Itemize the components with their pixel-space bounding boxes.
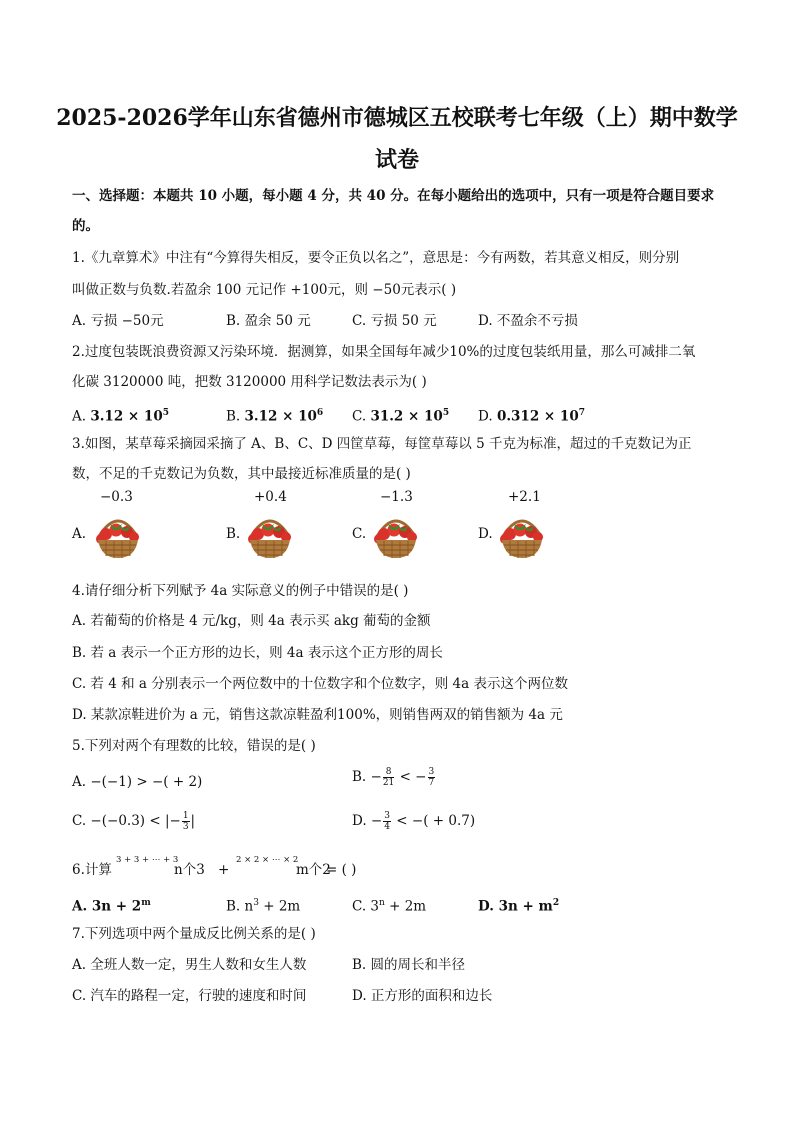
q6-term-2: m个2 bbox=[296, 862, 331, 878]
q5-option-b: B. − $\frac{8}{21}$ < − $\frac{3}{7}$ bbox=[352, 767, 435, 788]
exam-title-line1: 2025-2026学年山东省德州市德城区五校联考七年级（上）期中数学 bbox=[56, 105, 738, 131]
q6-option-a: A. $3n + 2^m$ bbox=[72, 898, 151, 915]
strawberry-basket-icon bbox=[90, 508, 146, 564]
q2-option-a: A. $3.12 \times 10^5$ bbox=[72, 408, 169, 425]
q4-option-a: A. 若葡萄的价格是 4 元/kg，则 4a 表示买 akg 葡萄的金额 bbox=[72, 613, 431, 629]
q6-option-c: C. $3^n + 2m$ bbox=[352, 898, 427, 915]
basket-d-letter: D. bbox=[478, 526, 493, 542]
basket-a-letter: A. bbox=[72, 526, 87, 542]
strawberry-basket-icon bbox=[494, 508, 550, 564]
q6-over-brace-2: 2 × 2 × ⋯ × 2 bbox=[236, 855, 299, 865]
q5-option-c: C. −(−0.3) < |− $\frac{1}{3}$ | bbox=[72, 811, 196, 832]
question-1-line2: 叫做正数与负数.若盈余 100 元记作 +100元，则 −50元表示( ) bbox=[72, 282, 457, 298]
q7-option-d: D. 正方形的面积和边长 bbox=[352, 988, 493, 1004]
question-2-line2: 化碳 3120000 吨，把数 3120000 用科学记数法表示为( ) bbox=[72, 374, 427, 390]
q6-option-b: B. $n^3 + 2m$ bbox=[226, 898, 301, 915]
q5-option-a: A. −(−1) > −( + 2) bbox=[72, 774, 203, 790]
q5-option-d: D. − $\frac{3}{4}$ < −( + 0.7) bbox=[352, 811, 476, 832]
section-heading-cont: 的。 bbox=[72, 218, 99, 234]
question-3-line2: 数，不足的千克数记为负数，其中最接近标准质量的是( ) bbox=[72, 466, 411, 482]
q1-option-c: C. 亏损 50 元 bbox=[352, 313, 437, 329]
q6-option-d: D. $3n + m^2$ bbox=[478, 898, 560, 915]
question-4-stem: 4.请仔细分析下列赋予 4a 实际意义的例子中错误的是( ) bbox=[72, 583, 409, 599]
basket-c-letter: C. bbox=[352, 526, 367, 542]
q6-term-1: n个3 bbox=[174, 862, 205, 878]
basket-d-label: +2.1 bbox=[508, 489, 541, 505]
q2-option-d: D. $0.312 \times 10^7$ bbox=[478, 408, 585, 425]
q7-option-c: C. 汽车的路程一定，行驶的速度和时间 bbox=[72, 988, 307, 1004]
basket-c-label: −1.3 bbox=[380, 489, 413, 505]
basket-b-letter: B. bbox=[226, 526, 241, 542]
q4-option-d: D. 某款凉鞋进价为 a 元，销售这款凉鞋盈利100%，则销售两双的销售额为 4a 元 bbox=[72, 707, 563, 723]
q1-option-a: A. 亏损 −50元 bbox=[72, 313, 164, 329]
q6-plus: + bbox=[218, 862, 230, 878]
q4-option-c: C. 若 4 和 a 分别表示一个两位数中的十位数字和个位数字，则 4a 表示这个两位数 bbox=[72, 676, 568, 692]
q7-option-a: A. 全班人数一定，男生人数和女生人数 bbox=[72, 957, 307, 973]
question-7-stem: 7.下列选项中两个量成反比例关系的是( ) bbox=[72, 926, 316, 942]
q6-over-brace-1: 3 + 3 + ⋯ + 3 bbox=[116, 855, 179, 865]
exam-title-line2: 试卷 bbox=[374, 147, 419, 173]
q4-option-b: B. 若 a 表示一个正方形的边长，则 4a 表示这个正方形的周长 bbox=[72, 645, 443, 661]
basket-b-label: +0.4 bbox=[254, 489, 287, 505]
question-3-line1: 3.如图，某草莓采摘园采摘了 A、B、C、D 四筐草莓，每筐草莓以 5 千克为标准，超过的千克数记为正 bbox=[72, 436, 692, 452]
q6-equals: = ( ) bbox=[326, 862, 357, 878]
q1-option-d: D. 不盈余不亏损 bbox=[478, 313, 578, 329]
strawberry-basket-icon bbox=[368, 508, 424, 564]
question-6-stem: 6.计算 bbox=[72, 862, 112, 878]
question-1-line1: 1.《九章算术》中注有“今算得失相反，要令正负以名之”，意思是：今有两数，若其意义相反，则分别 bbox=[72, 250, 680, 266]
question-2-line1: 2.过度包装既浪费资源又污染环境．据测算，如果全国每年减少10%的过度包装纸用量，那么可减排二氧 bbox=[72, 344, 696, 360]
question-5-stem: 5.下列对两个有理数的比较，错误的是( ) bbox=[72, 738, 316, 754]
q2-option-b: B. $3.12 \times 10^6$ bbox=[226, 408, 324, 425]
strawberry-basket-icon bbox=[242, 508, 298, 564]
q7-option-b: B. 圆的周长和半径 bbox=[352, 957, 466, 973]
q1-option-b: B. 盈余 50 元 bbox=[226, 313, 311, 329]
q2-option-c: C. $31.2 \times 10^5$ bbox=[352, 408, 450, 425]
basket-a-label: −0.3 bbox=[100, 489, 133, 505]
section-heading: 一、选择题：本题共 10 小题，每小题 4 分，共 40 分。在每小题给出的选项中，只有一项是符合题目要求 bbox=[72, 188, 715, 204]
